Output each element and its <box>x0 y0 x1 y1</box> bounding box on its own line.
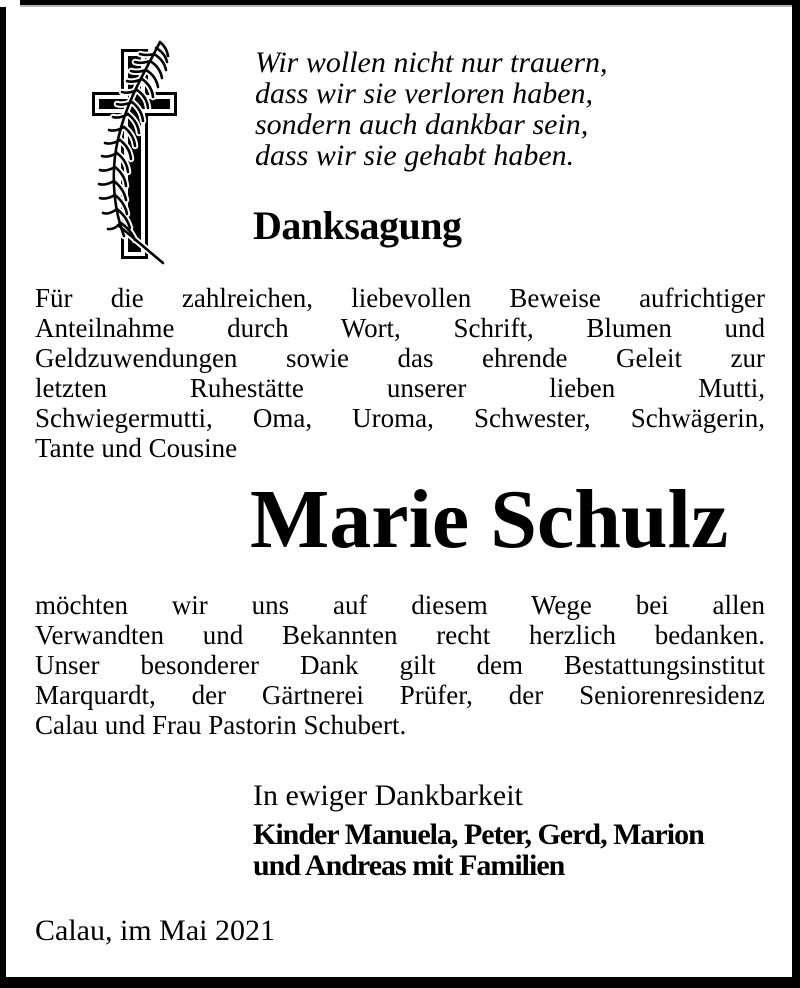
family-line: und Andreas mit Familien <box>253 849 565 882</box>
thanks-line: Unser besonderer Dank gilt dem Bestattungsinstitut <box>35 650 765 680</box>
thanks-line: Calau und Frau Pastorin Schubert. <box>35 710 407 740</box>
deceased-name: Marie Schulz <box>250 473 729 566</box>
closing-line: In ewiger Dankbarkeit <box>253 779 523 812</box>
intro-line: Geldzuwendungen sowie das ehrende Geleit zur <box>35 343 765 373</box>
memorial-quote <box>255 47 608 171</box>
thanks-line: Marquardt, der Gärtnerei Prüfer, der Seniorenresidenz <box>35 680 765 710</box>
quote-line: dass wir sie gehabt haben. <box>255 139 575 172</box>
scan-border-top <box>20 0 800 7</box>
thanks-line: Verwandten und Bekannten recht herzlich bedanken. <box>35 620 765 650</box>
quote-line: Wir wollen nicht nur trauern, <box>255 46 608 79</box>
quote-line: sondern auch dankbar sein, <box>255 108 589 141</box>
intro-line: Für die zahlreichen, liebevollen Beweise aufrichtiger <box>35 283 765 313</box>
family-signature <box>253 819 704 881</box>
intro-line: Tante und Cousine <box>35 433 238 463</box>
intro-paragraph <box>35 283 765 463</box>
cross-with-palm-branch-icon <box>88 40 188 265</box>
family-line: Kinder Manuela, Peter, Gerd, Marion <box>253 818 704 851</box>
quote-line: dass wir sie verloren haben, <box>255 77 594 110</box>
thanks-line: möchten wir uns auf diesem Wege bei allen <box>35 590 765 620</box>
scan-border-left <box>0 7 6 988</box>
intro-line: letzten Ruhestätte unserer lieben Mutti, <box>35 373 765 403</box>
scan-border-bottom <box>0 977 800 988</box>
thanks-paragraph <box>35 590 765 740</box>
dateline: Calau, im Mai 2021 <box>35 914 275 947</box>
intro-line: Anteilnahme durch Wort, Schrift, Blumen und <box>35 313 765 343</box>
intro-line: Schwiegermutti, Oma, Uroma, Schwester, Schwägerin, <box>35 403 765 433</box>
scan-border-right <box>792 0 800 988</box>
notice-title: Danksagung <box>253 203 462 248</box>
